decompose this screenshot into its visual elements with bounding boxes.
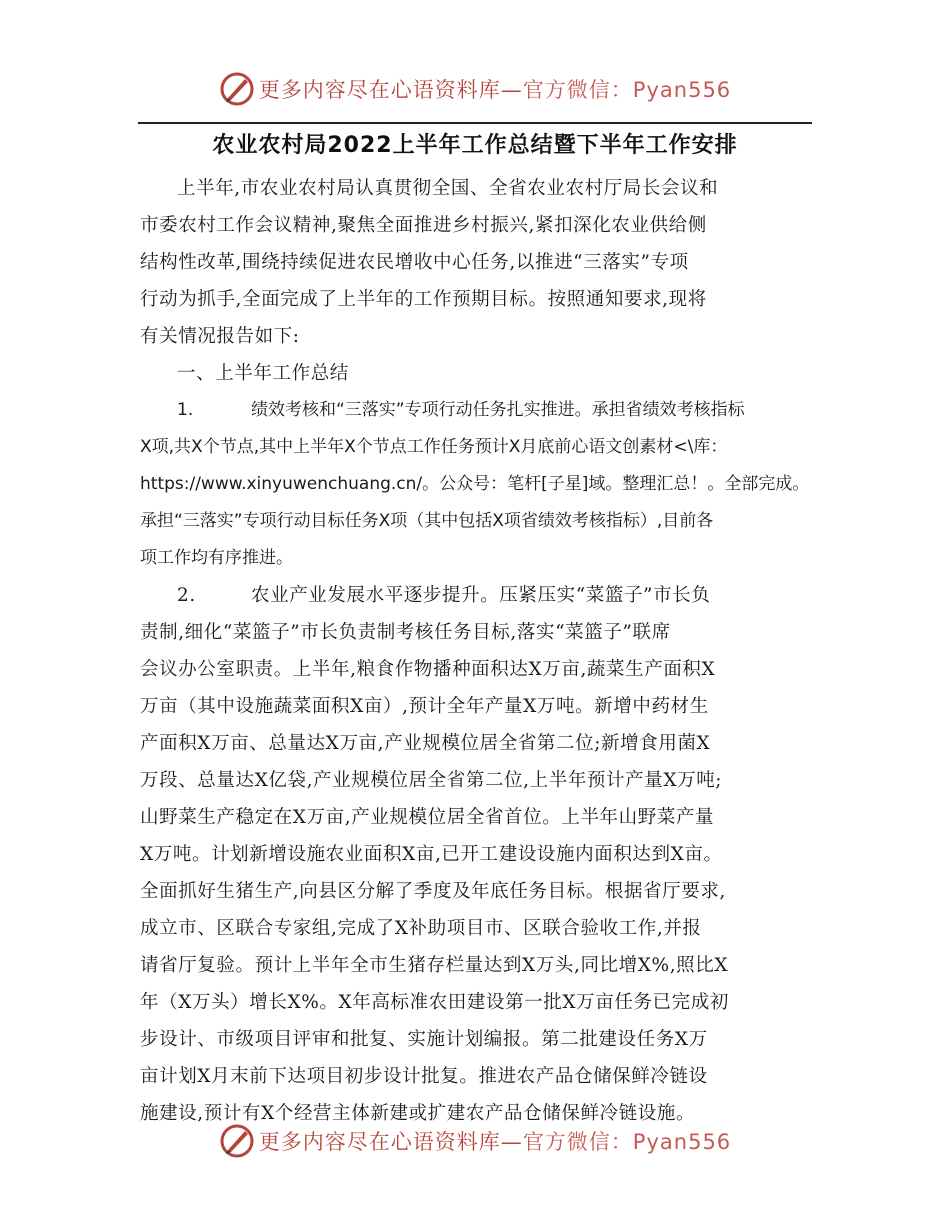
- xinyu-logo-icon: [219, 71, 255, 107]
- footer-watermark-banner: [0, 1118, 950, 1164]
- item2-line: 步设计、市级项目评审和批复、实施计划编报。第二批建设任务X万: [140, 1029, 708, 1050]
- document-body: [140, 170, 812, 1132]
- item2-line: X万吨。计划新增设施农业面积X亩,已开工建设设施内面积达到X亩。: [140, 844, 723, 865]
- header-rule: [138, 122, 812, 124]
- intro-line: 结构性改革,围绕持续促进农民增收中心任务,以推进“三落实”专项: [140, 252, 689, 273]
- banner-main-text: 更多内容尽在心语资料库—: [258, 78, 523, 102]
- banner-main-text: 更多内容尽在心语资料库—: [258, 1130, 523, 1154]
- item2-number: 2.: [177, 585, 196, 606]
- item1-line: 绩效考核和“三落实”专项行动任务扎实推进。承担省绩效考核指标: [251, 400, 745, 420]
- item2-line: 万段、总量达X亿袋,产业规模位居全省第二位,上半年预计产量X万吨;: [140, 770, 723, 791]
- item2-line: 会议办公室职责。上半年,粮食作物播种面积达X万亩,蔬菜生产面积X: [140, 659, 716, 680]
- item2-line: 亩计划X月末前下达项目初步设计批复。推进农产品仓储保鲜冷链设: [140, 1066, 708, 1087]
- xinyu-logo-icon: [219, 1123, 255, 1159]
- item2-line: 施建设,预计有X个经营主体新建或扩建农产品仓储保鲜冷链设施。: [140, 1103, 696, 1124]
- item2-line: 山野菜生产稳定在X万亩,产业规模位居全省首位。上半年山野菜产量: [140, 807, 715, 828]
- intro-line: 有关情况报告如下:: [140, 326, 300, 347]
- intro-line: 上半年,市农业农村局认真贯彻全国、全省农业农村厅局长会议和: [177, 178, 719, 199]
- item1-first-line: [140, 392, 812, 429]
- item2-line: 成立市、区联合专家组,完成了X补助项目市、区联合验收工作,并报: [140, 918, 702, 939]
- section-heading: 一、上半年工作总结: [177, 363, 349, 384]
- item2-line: 农业产业发展水平逐步提升。压紧压实“菜篮子”市长负: [251, 585, 711, 606]
- item1-line: X项,共X个节点,其中上半年X个节点工作任务预计X月底前心语文创素材<\库：: [140, 437, 728, 457]
- banner-wechat-text: 官方微信：Pyan556: [522, 1130, 732, 1154]
- item2-line: 责制,细化“菜篮子”市长负责制考核任务目标,落实“菜篮子”联席: [140, 622, 671, 643]
- item2-line: 年（X万头）增长X%。X年高标准农田建设第一批X万亩任务已完成初: [140, 992, 729, 1013]
- intro-line: 市委农村工作会议精神,聚焦全面推进乡村振兴,紧扣深化农业供给侧: [140, 215, 707, 236]
- item1-line: 承担“三落实”专项行动目标任务X项（其中包括X项省绩效考核指标）,目前各: [140, 511, 714, 531]
- item2-line: 万亩（其中设施蔬菜面积X亩）,预计全年产量X万吨。新增中药材生: [140, 696, 709, 717]
- item1-line: 项工作均有序推进。: [140, 548, 293, 568]
- item2-first-line: [140, 577, 812, 614]
- banner-text: [259, 74, 731, 104]
- document-title: 农业农村局2022上半年工作总结暨下半年工作安排: [212, 133, 738, 158]
- item1-line: https://www.xinyuwenchuang.cn/。公众号：笔杆[子星]域。整理汇总！。全部完成。: [140, 474, 810, 494]
- item2-line: 请省厅复验。预计上半年全市生猪存栏量达到X万头,同比增X%,照比X: [140, 955, 729, 976]
- header-watermark-banner: [0, 66, 950, 112]
- item1-number: 1.: [177, 400, 194, 420]
- item2-line: 产面积X万亩、总量达X万亩,产业规模位居全省第二位;新增食用菌X: [140, 733, 711, 754]
- banner-wechat-text: 官方微信：Pyan556: [522, 78, 732, 102]
- intro-line: 行动为抓手,全面完成了上半年的工作预期目标。按照通知要求,现将: [140, 289, 707, 310]
- banner-text: [259, 1126, 731, 1156]
- item2-line: 全面抓好生猪生产,向县区分解了季度及年底任务目标。根据省厅要求,: [140, 881, 726, 902]
